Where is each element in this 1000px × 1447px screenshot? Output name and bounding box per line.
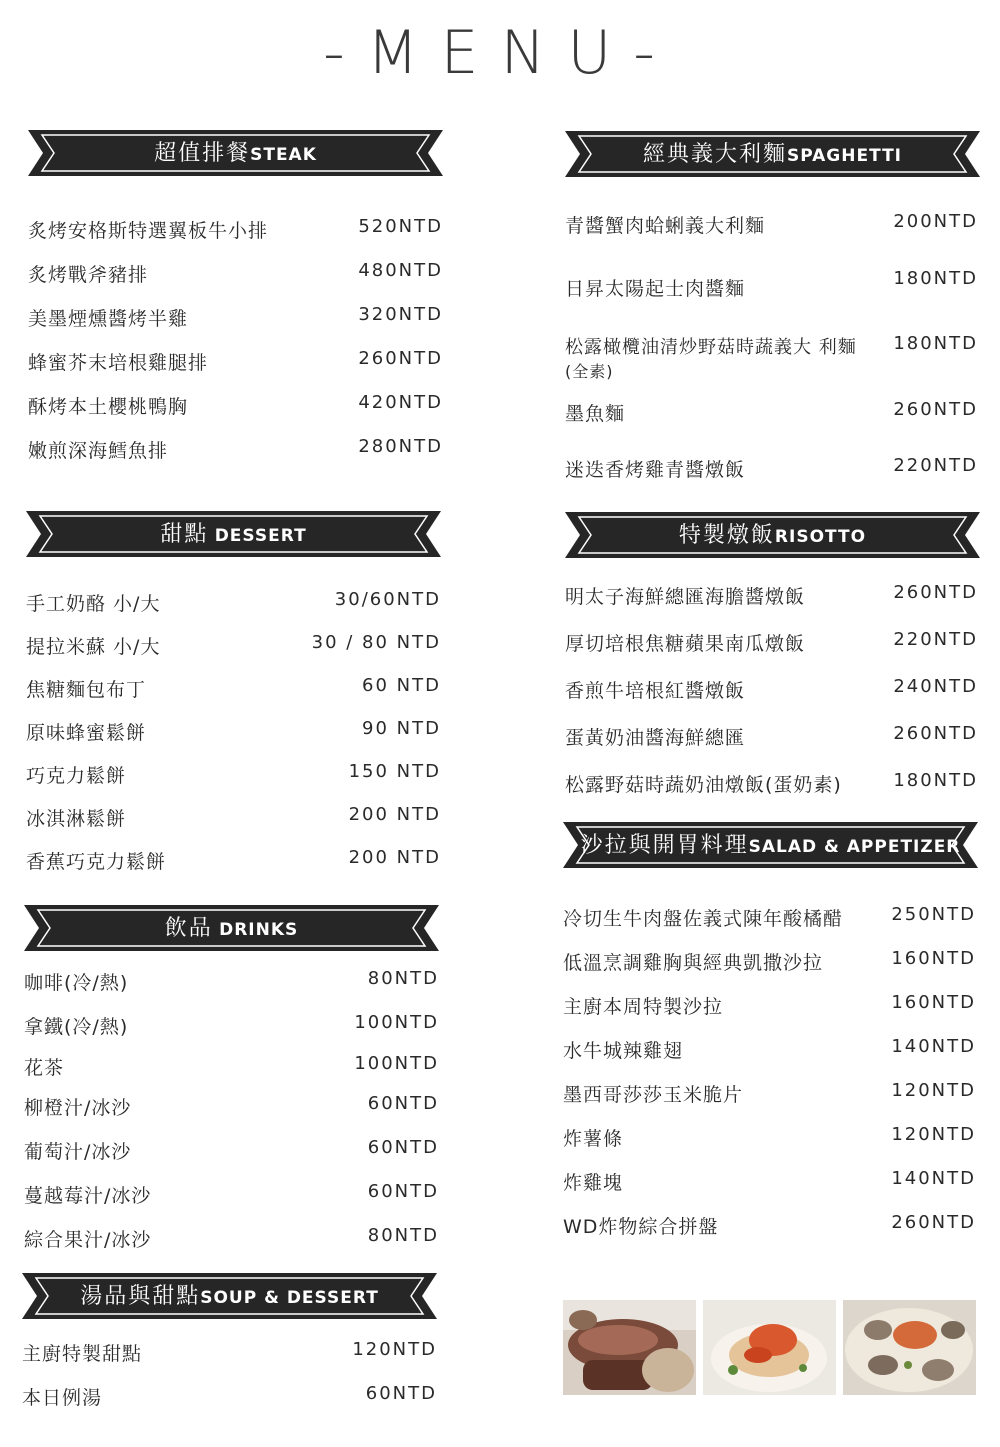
item-name: 提拉米蘇 小/大 (26, 636, 161, 658)
item-name: 迷迭香烤雞青醬燉飯 (565, 459, 746, 481)
item-name: 水牛城辣雞翅 (563, 1040, 684, 1062)
item-name: 原味蜂蜜鬆餅 (26, 722, 147, 744)
item-price: 220NTD (893, 629, 978, 650)
section-title-zh: 經典義大利麵 (642, 142, 787, 167)
item-price: 100NTD (354, 1053, 439, 1074)
item-price: 260NTD (891, 1212, 976, 1233)
item-price: 60NTD (367, 1093, 439, 1114)
item-price: 100NTD (354, 1012, 439, 1033)
item-name: 葡萄汁/冰沙 (24, 1141, 132, 1163)
section-drinks (24, 903, 439, 1251)
item-name: 美墨煙燻醬烤半雞 (28, 308, 189, 330)
item-name: 冰淇淋鬆餅 (26, 808, 127, 830)
section-banner (565, 129, 980, 179)
item-price: 250NTD (891, 904, 976, 925)
item-name: 主廚本周特製沙拉 (563, 996, 724, 1018)
item-name: 香煎牛培根紅醬燉飯 (565, 680, 746, 702)
item-name: 炙烤安格斯特選翼板牛小排 (28, 220, 269, 242)
section-banner (26, 509, 441, 559)
item-price: 80NTD (367, 1225, 439, 1246)
item-price: 180NTD (893, 770, 978, 791)
item-name: 松露橄欖油清炒野菇時蔬義大 利麵 (全素) (565, 337, 857, 381)
item-price: 200 NTD (348, 804, 441, 825)
section-title-zh: 超值排餐 (154, 141, 251, 166)
item-price: 240NTD (893, 676, 978, 697)
item-price: 60NTD (367, 1137, 439, 1158)
item-name: 巧克力鬆餅 (26, 765, 127, 787)
section-soup (22, 1271, 437, 1409)
section-banner (22, 1271, 437, 1321)
item-name: 日昇太陽起士肉醬麵 (565, 278, 746, 300)
item-name: 綜合果汁/冰沙 (24, 1229, 152, 1251)
item-price: 80NTD (367, 968, 439, 989)
item-price: 520NTD (358, 216, 443, 237)
item-price: 120NTD (891, 1124, 976, 1145)
section-title-zh: 沙拉與開胃料理 (580, 833, 749, 858)
item-name: 柳橙汁/冰沙 (24, 1097, 132, 1119)
item-name: 松露野菇時蔬奶油燉飯(蛋奶素) (565, 774, 842, 796)
item-price: 150 NTD (348, 761, 441, 782)
section-title-zh: 湯品與甜點 (80, 1284, 201, 1309)
section-salad (563, 820, 978, 1238)
item-name: 墨魚麵 (565, 403, 626, 425)
item-price: 120NTD (891, 1080, 976, 1101)
item-name: 酥烤本土櫻桃鴨胸 (28, 396, 189, 418)
item-name: 手工奶酪 小/大 (26, 593, 161, 615)
section-title-zh: 特製燉飯 (678, 523, 775, 548)
food-photo-strip (563, 1300, 975, 1395)
section-spaghetti (565, 129, 980, 481)
item-name: 明太子海鮮總匯海膽醬燉飯 (565, 586, 806, 608)
clam-seafood-photo (843, 1300, 976, 1395)
section-banner (24, 903, 439, 953)
item-name: 炙烤戰斧豬排 (28, 264, 149, 286)
item-price: 160NTD (891, 948, 976, 969)
lobster-pasta-photo (703, 1300, 836, 1395)
item-price: 60NTD (367, 1181, 439, 1202)
item-name: 蔓越莓汁/冰沙 (24, 1185, 152, 1207)
item-price: 280NTD (358, 436, 443, 457)
item-name: 低溫烹調雞胸與經典凱撒沙拉 (563, 952, 824, 974)
item-price: 180NTD (893, 268, 978, 289)
section-title-en: SPAGHETTI (787, 146, 903, 166)
item-name: 咖啡(冷/熱) (24, 972, 129, 994)
section-risotto (565, 510, 980, 796)
item-price: 480NTD (358, 260, 443, 281)
section-title-en: SALAD & APPETIZER (748, 837, 961, 857)
section-banner (565, 510, 980, 560)
item-price: 260NTD (893, 723, 978, 744)
item-name: WD炸物綜合拼盤 (563, 1216, 719, 1238)
item-price: 260NTD (358, 348, 443, 369)
section-title-en: SOUP & DESSERT (200, 1288, 379, 1308)
section-banner (563, 820, 978, 870)
item-name: 冷切生牛肉盤佐義式陳年酸橘醋 (563, 908, 844, 930)
item-name: 主廚特製甜點 (22, 1343, 143, 1365)
item-name: 厚切培根焦糖蘋果南瓜燉飯 (565, 633, 806, 655)
item-name: 本日例湯 (22, 1387, 103, 1409)
section-title-en: RISOTTO (774, 527, 867, 547)
item-name: 墨西哥莎莎玉米脆片 (563, 1084, 744, 1106)
section-title-en: DESSERT (214, 526, 307, 546)
item-price: 140NTD (891, 1168, 976, 1189)
item-price: 420NTD (358, 392, 443, 413)
item-price: 90 NTD (362, 718, 441, 739)
item-price: 260NTD (893, 399, 978, 420)
item-name: 炸薯條 (563, 1128, 624, 1150)
item-name: 炸雞塊 (563, 1172, 624, 1194)
item-price: 60NTD (365, 1383, 437, 1404)
item-name: 焦糖麵包布丁 (26, 679, 147, 701)
item-price: 120NTD (352, 1339, 437, 1360)
section-title-en: DRINKS (219, 920, 299, 940)
item-price: 30/60NTD (334, 589, 441, 610)
item-price: 160NTD (891, 992, 976, 1013)
section-steak (28, 128, 443, 462)
item-price: 200 NTD (348, 847, 441, 868)
item-price: 60 NTD (362, 675, 441, 696)
item-price: 200NTD (893, 211, 978, 232)
item-name: 花茶 (24, 1057, 65, 1079)
section-title-en: STEAK (250, 145, 317, 165)
item-price: 180NTD (893, 333, 978, 354)
item-name: 蛋黃奶油醬海鮮總匯 (565, 727, 746, 749)
item-price: 260NTD (893, 582, 978, 603)
item-name: 蜂蜜芥末培根雞腿排 (28, 352, 209, 374)
item-price: 220NTD (893, 455, 978, 476)
item-name: 青醬蟹肉蛤蜊義大利麵 (565, 215, 766, 237)
section-title-zh: 甜點 (160, 522, 209, 547)
item-name: 嫩煎深海鱈魚排 (28, 440, 169, 462)
item-price: 140NTD (891, 1036, 976, 1057)
item-name: 拿鐵(冷/熱) (24, 1016, 129, 1038)
section-banner (28, 128, 443, 178)
item-price: 30 / 80 NTD (311, 632, 441, 653)
steak-photo (563, 1300, 696, 1395)
item-name: 香蕉巧克力鬆餅 (26, 851, 167, 873)
section-dessert (26, 509, 441, 873)
item-price: 320NTD (358, 304, 443, 325)
section-title-zh: 飲品 (164, 916, 213, 941)
page-title: -MENU- (323, 18, 677, 88)
